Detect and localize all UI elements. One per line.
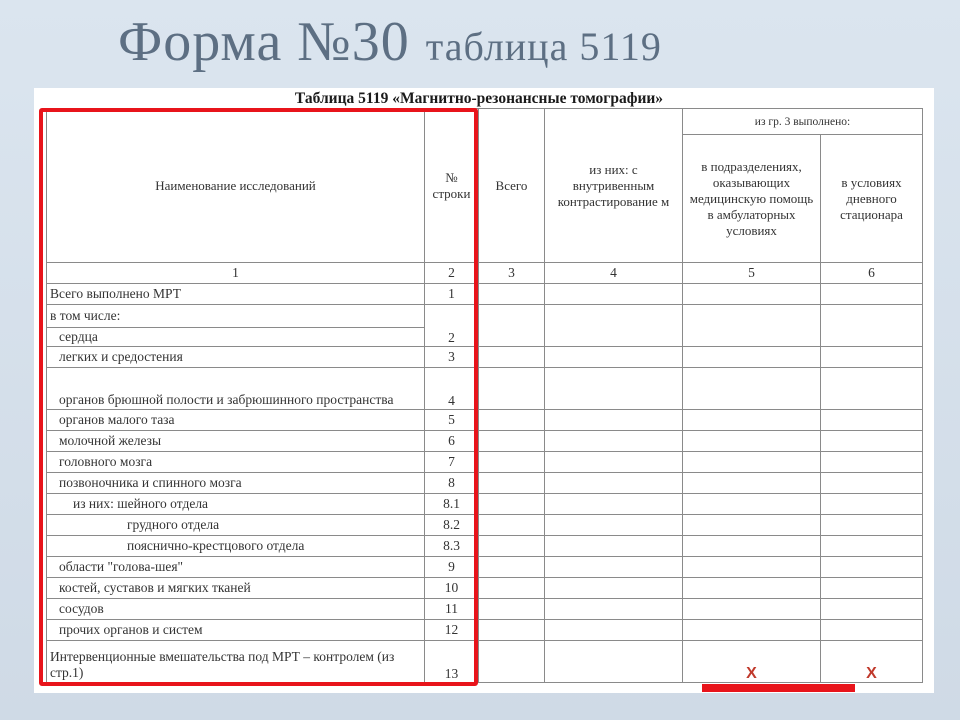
value-cell	[821, 284, 923, 305]
table-row	[47, 452, 923, 473]
row-name: пояснично-крестцового отдела	[47, 536, 425, 557]
value-cell	[545, 620, 683, 641]
row-number: 11	[425, 599, 479, 620]
value-cell	[683, 305, 821, 347]
row-name: сердца	[47, 328, 425, 347]
header-contrast: из них: с внутривенным контрастирование м	[545, 109, 683, 263]
value-cell	[545, 305, 683, 347]
table-row	[47, 536, 923, 557]
column-number: 2	[425, 263, 479, 284]
row-name: молочной железы	[47, 431, 425, 452]
value-cell	[545, 515, 683, 536]
row-number: 10	[425, 578, 479, 599]
row-number: 8	[425, 473, 479, 494]
value-cell	[545, 641, 683, 683]
value-cell	[479, 599, 545, 620]
value-cell	[545, 494, 683, 515]
value-cell	[683, 494, 821, 515]
value-cell	[545, 431, 683, 452]
table-row	[47, 599, 923, 620]
row-name: сосудов	[47, 599, 425, 620]
highlight-underline	[702, 684, 855, 692]
table-row	[47, 284, 923, 305]
table-row	[47, 473, 923, 494]
value-cell	[821, 515, 923, 536]
value-cell	[479, 557, 545, 578]
value-cell	[821, 536, 923, 557]
row-number: 7	[425, 452, 479, 473]
value-cell	[821, 368, 923, 410]
value-cell	[821, 431, 923, 452]
column-number: 6	[821, 263, 923, 284]
value-cell	[545, 452, 683, 473]
table-caption: Таблица 5119 «Магнитно-резонансные томографии»	[294, 90, 664, 107]
x-mark: X	[683, 641, 821, 683]
value-cell	[479, 452, 545, 473]
value-cell	[683, 347, 821, 368]
row-name: Интервенционные вмешательства под МРТ – контролем (из стр.1)	[47, 641, 425, 683]
header-group3: из гр. 3 выполнено:	[683, 109, 923, 135]
row-name: грудного отдела	[47, 515, 425, 536]
column-number: 5	[683, 263, 821, 284]
value-cell	[479, 536, 545, 557]
row-name: органов брюшной полости и забрюшинного пространства	[47, 368, 425, 410]
column-number: 4	[545, 263, 683, 284]
row-number: 1	[425, 284, 479, 305]
table-row	[47, 494, 923, 515]
value-cell	[545, 599, 683, 620]
row-number: 12	[425, 620, 479, 641]
value-cell	[821, 620, 923, 641]
row-name: легких и средостения	[47, 347, 425, 368]
row-number: 8.2	[425, 515, 479, 536]
value-cell	[821, 473, 923, 494]
table-row	[47, 641, 923, 683]
slide-title-main: Форма №30	[118, 11, 410, 73]
row-number: 9	[425, 557, 479, 578]
value-cell	[545, 284, 683, 305]
table-row	[47, 305, 923, 328]
header-total: Всего	[479, 109, 545, 263]
value-cell	[683, 284, 821, 305]
value-cell	[821, 452, 923, 473]
value-cell	[479, 578, 545, 599]
table-row	[47, 347, 923, 368]
column-number: 1	[47, 263, 425, 284]
report-table	[46, 108, 923, 683]
value-cell	[545, 557, 683, 578]
value-cell	[479, 305, 545, 347]
value-cell	[545, 578, 683, 599]
slide-title	[118, 10, 898, 82]
row-name: костей, суставов и мягких тканей	[47, 578, 425, 599]
value-cell	[479, 620, 545, 641]
row-number: 13	[425, 641, 479, 683]
table-row	[47, 410, 923, 431]
row-name: органов малого таза	[47, 410, 425, 431]
row-number: 5	[425, 410, 479, 431]
table-row	[47, 515, 923, 536]
value-cell	[683, 431, 821, 452]
document-image	[34, 88, 934, 693]
value-cell	[821, 557, 923, 578]
value-cell	[683, 515, 821, 536]
row-number: 6	[425, 431, 479, 452]
header-day-hospital: в условиях дневного стационара	[821, 135, 923, 263]
value-cell	[545, 473, 683, 494]
value-cell	[545, 536, 683, 557]
value-cell	[683, 410, 821, 431]
table-row	[47, 368, 923, 410]
row-name: из них: шейного отдела	[47, 494, 425, 515]
value-cell	[821, 599, 923, 620]
column-number-row	[47, 263, 923, 284]
table-row	[47, 578, 923, 599]
value-cell	[683, 620, 821, 641]
table-row	[47, 620, 923, 641]
value-cell	[545, 347, 683, 368]
value-cell	[479, 410, 545, 431]
value-cell	[545, 368, 683, 410]
table-row	[47, 557, 923, 578]
table-row	[47, 431, 923, 452]
header-name: Наименование исследований	[47, 109, 425, 263]
row-name: прочих органов и систем	[47, 620, 425, 641]
value-cell	[683, 578, 821, 599]
value-cell	[683, 473, 821, 494]
value-cell	[479, 494, 545, 515]
row-number: 8.3	[425, 536, 479, 557]
header-outpatient: в подразделениях, оказывающих медицинскую помощь в амбулаторных условиях	[683, 135, 821, 263]
value-cell	[479, 284, 545, 305]
row-number: 3	[425, 347, 479, 368]
value-cell	[821, 410, 923, 431]
row-number: 4	[425, 368, 479, 410]
row-name: Всего выполнено МРТ	[47, 284, 425, 305]
value-cell	[479, 515, 545, 536]
row-name: позвоночника и спинного мозга	[47, 473, 425, 494]
value-cell	[479, 473, 545, 494]
column-number: 3	[479, 263, 545, 284]
header-row-no: № строки	[425, 109, 479, 263]
value-cell	[821, 494, 923, 515]
value-cell	[683, 599, 821, 620]
value-cell	[479, 347, 545, 368]
row-name: области "голова-шея"	[47, 557, 425, 578]
value-cell	[683, 368, 821, 410]
value-cell	[821, 305, 923, 347]
row-name: головного мозга	[47, 452, 425, 473]
value-cell	[545, 410, 683, 431]
row-number: 8.1	[425, 494, 479, 515]
value-cell	[479, 431, 545, 452]
value-cell	[683, 557, 821, 578]
value-cell	[821, 347, 923, 368]
row-number: 2	[425, 305, 479, 347]
value-cell	[683, 452, 821, 473]
x-mark: X	[821, 641, 923, 683]
value-cell	[479, 368, 545, 410]
value-cell	[821, 578, 923, 599]
slide-title-sub: таблица 5119	[425, 24, 662, 69]
value-cell	[683, 536, 821, 557]
row-name: в том числе:	[47, 305, 425, 328]
value-cell	[479, 641, 545, 683]
